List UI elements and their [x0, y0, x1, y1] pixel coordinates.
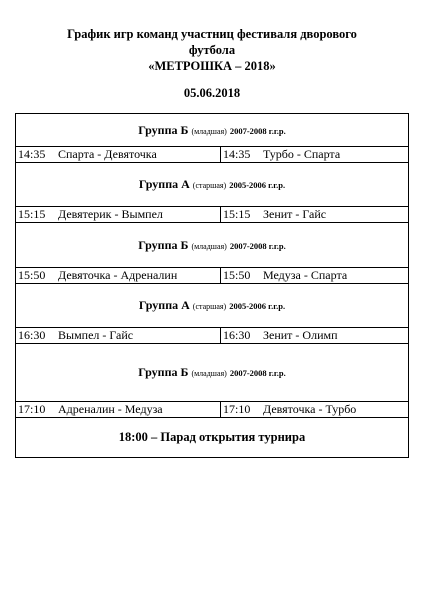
match-row: [16, 147, 409, 163]
match-time: 16:30: [18, 328, 46, 342]
match-teams: Медуза - Спарта: [263, 268, 348, 282]
match-row: [16, 402, 409, 418]
document-title: [0, 26, 424, 74]
group-header: [16, 114, 409, 147]
match-cell-right: [221, 402, 409, 418]
match-time: 15:15: [223, 207, 251, 221]
group-header-row: [16, 344, 409, 402]
match-time: 17:10: [223, 402, 251, 416]
match-time: 15:50: [223, 268, 251, 282]
match-teams: Девяточка - Турбо: [263, 402, 357, 416]
match-cell-right: [221, 207, 409, 223]
match-teams: Вымпел - Гайс: [58, 328, 134, 342]
match-time: 14:35: [223, 147, 251, 161]
group-age: (младшая): [191, 369, 227, 378]
group-header-row: [16, 284, 409, 328]
group-header-row: [16, 163, 409, 207]
group-years: 2005-2006 г.г.р.: [229, 301, 286, 311]
match-teams: Турбо - Спарта: [263, 147, 341, 161]
schedule-table: [15, 113, 409, 458]
match-row: [16, 207, 409, 223]
group-years: 2007-2008 г.г.р.: [229, 368, 286, 378]
match-teams: Зенит - Гайс: [263, 207, 327, 221]
match-row: [16, 328, 409, 344]
group-header: [16, 163, 409, 207]
match-time: 15:50: [18, 268, 46, 282]
final-row: [16, 418, 409, 458]
match-time: 16:30: [223, 328, 251, 342]
group-name: Группа Б: [138, 122, 189, 137]
title-line-1: График игр команд участниц фестиваля дворового: [67, 27, 357, 41]
match-cell-right: [221, 147, 409, 163]
match-cell-left: [16, 328, 221, 344]
match-teams: Девятерик - Вымпел: [58, 207, 163, 221]
group-name: Группа Б: [138, 365, 189, 379]
group-years: 2005-2006 г.г.р.: [229, 180, 286, 190]
match-teams: Спарта - Девяточка: [58, 147, 157, 161]
match-cell-left: [16, 147, 221, 163]
group-name: Группа Б: [138, 237, 189, 252]
match-cell-left: [16, 402, 221, 418]
group-age: (старшая): [192, 181, 227, 190]
group-header: [16, 284, 409, 328]
group-age: (младшая): [191, 241, 227, 251]
group-header-row: [16, 114, 409, 147]
match-cell-left: [16, 268, 221, 284]
match-time: 14:35: [18, 147, 46, 161]
group-age: (старшая): [192, 302, 227, 311]
match-time: 17:10: [18, 402, 46, 416]
group-header: [16, 344, 409, 402]
group-name: Группа А: [138, 177, 190, 191]
group-years: 2007-2008 г.г.р.: [229, 240, 286, 251]
match-cell-right: [221, 268, 409, 284]
parade-event: 18:00 – Парад открытия турнира: [16, 418, 409, 458]
title-line-2: футбола: [188, 43, 236, 57]
title-line-3: «МЕТРОШКА – 2018»: [148, 59, 276, 73]
group-header: [16, 223, 409, 268]
group-years: 2007-2008 г.г.р.: [229, 125, 286, 136]
match-cell-left: [16, 207, 221, 223]
match-teams: Зенит - Олимп: [263, 328, 338, 342]
group-age: (младшая): [191, 126, 227, 136]
match-cell-right: [221, 328, 409, 344]
group-name: Группа А: [138, 298, 190, 312]
group-header-row: [16, 223, 409, 268]
match-teams: Девяточка - Адреналин: [58, 268, 178, 282]
schedule-date: 05.06.2018: [183, 86, 241, 100]
match-time: 15:15: [18, 207, 46, 221]
match-row: [16, 268, 409, 284]
match-teams: Адреналин - Медуза: [58, 402, 163, 416]
